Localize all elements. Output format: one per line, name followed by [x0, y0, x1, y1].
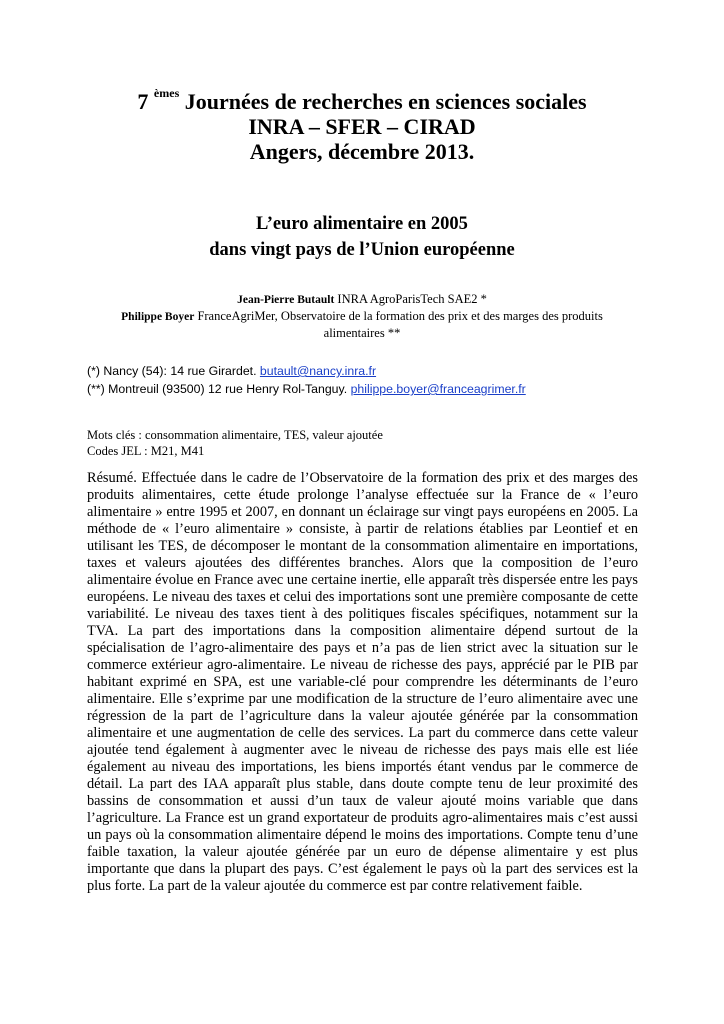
conference-line-1	[0, 86, 724, 114]
conference-location-date: Angers, décembre 2013.	[249, 139, 475, 164]
address-1-text: (*) Nancy (54): 14 rue Girardet.	[87, 364, 260, 378]
conference-organizers: INRA – SFER – CIRAD	[248, 114, 476, 139]
edition-number: 7	[137, 89, 149, 114]
jel-codes: Codes JEL : M21, M41	[87, 444, 205, 458]
paper-title-line-1: L’euro alimentaire en 2005	[256, 214, 468, 234]
address-1	[87, 362, 647, 380]
author-2-affiliation: FranceAgriMer, Observatoire de la formation des prix et des marges des produits alimentaires **	[194, 309, 603, 340]
abstract-paragraph: Résumé. Effectuée dans le cadre de l’Observatoire de la formation des prix et des marges des produits alimentaires, cette étude prolonge l’analyse effectuée sur la France de « l’euro alimentaire » entre 1995 et 2007, en donnant un éclairage sur vingt pays européens en 2005. La méthode de « l’euro alimentaire » consiste, à partir de relations établies par Leontief et en utilisant les TES, de décomposer le montant de la consommation alimentaire en importations, taxes et valeurs ajoutées des différentes branches. Alors que la composition de l’euro alimentaire évolue en France avec une certaine inertie, elle apparaît très dispersée entre les pays européens. Le niveau des taxes et celui des importations sont une première composante de cette variabilité. Le niveau des taxes tient à des politiques fiscales spécifiques, notamment sur la TVA. La part des importations dans la composition alimentaire dépend surtout de la spécialisation de l’agro-alimentaire des pays et n’a pas de lien strict avec la situation sur le commerce extérieur agro-alimentaire. Le niveau de richesse des pays, apprécié par le PIB par habitant exprimé en SPA, est une variable-clé pour comprendre les déterminants de l’euro alimentaire. Elle s’exprime par une modification de la structure de l’euro alimentaire avec une régression de la part de l’agriculture dans la valeur ajoutée générée par la consommation alimentaire et une augmentation de celle des services. La part du commerce dans cette valeur ajoutée tend également à augmenter avec le niveau de richesse des pays mais elle est liée également au niveau des importations, les biens importés étant vendus par le commerce de détail. La part des IAA apparaît plus stable, dans doute compte tenu de leur proximité des bassins de consommation et aussi d’un taux de valeur ajouté moins variable que dans l’agriculture. La France est un grand exportateur de produits agro-alimentaires mais c’est aussi un pays où la consommation alimentaire dépend le moins des importations. Compte tenu d’une faible taxation, la valeur ajoutée générée par un euro de dépense alimentaire y est plus importante que dans la plupart des pays. C’est également le pays où la part des services est la plus forte. La part de la valeur ajoutée du commerce est par contre relativement faible.	[87, 470, 638, 894]
conference-name: Journées de recherches en sciences sociales	[179, 89, 587, 114]
address-2	[87, 380, 647, 398]
keywords: Mots clés : consommation alimentaire, TES, valeur ajoutée	[87, 428, 383, 442]
author-1-affiliation: INRA AgroParisTech SAE2 *	[334, 292, 487, 306]
author-2-name: Philippe Boyer	[121, 311, 195, 323]
email-link-2[interactable]: philippe.boyer@franceagrimer.fr	[350, 382, 526, 396]
author-1	[100, 291, 624, 308]
paper-title-line-2: dans vingt pays de l’Union européenne	[209, 240, 515, 260]
email-link-1[interactable]: butault@nancy.inra.fr	[259, 364, 377, 378]
edition-suffix: èmes	[153, 86, 180, 100]
author-2	[100, 308, 624, 341]
address-2-text: (**) Montreuil (93500) 12 rue Henry Rol-Tanguy.	[87, 382, 351, 396]
author-1-name: Jean-Pierre Butault	[237, 294, 335, 306]
